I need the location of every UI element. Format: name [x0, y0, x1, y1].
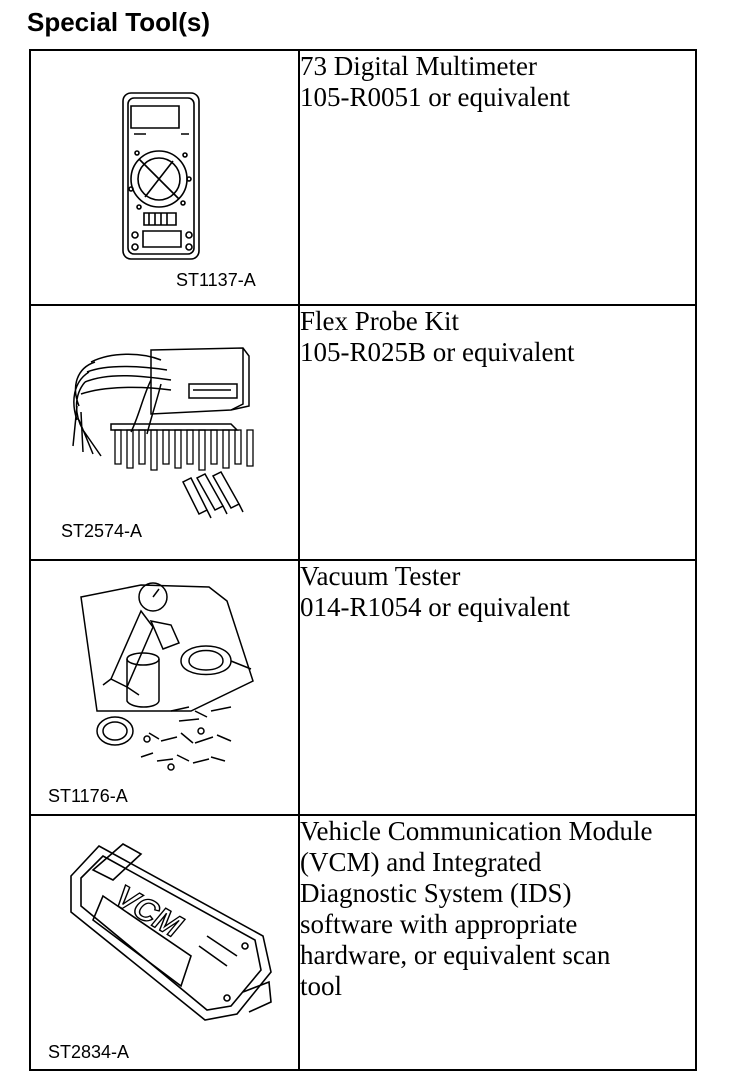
table-row	[30, 815, 696, 1070]
vcm-label: VCM	[106, 879, 192, 943]
vcm-module-icon	[31, 816, 298, 1069]
tool-description-line: 105-R025B or equivalent	[300, 337, 575, 367]
tool-description-line: Vehicle Communication Module	[300, 816, 653, 846]
tool-description-line: hardware, or equivalent scan	[300, 940, 611, 970]
tool-description-line: 105-R0051 or equivalent	[300, 82, 570, 112]
tool-description-line: tool	[300, 971, 343, 1001]
tool-image-cell	[30, 305, 299, 560]
tool-code: ST2574-A	[61, 521, 143, 541]
table-row	[30, 560, 696, 815]
table-row	[30, 50, 696, 305]
digital-multimeter-icon	[31, 51, 298, 304]
tool-image-cell	[30, 50, 299, 305]
tool-description-cell	[299, 560, 696, 815]
tool-description-line: 73 Digital Multimeter	[300, 51, 537, 81]
tool-description-line: 014-R1054 or equivalent	[300, 592, 570, 622]
tool-description-cell	[299, 50, 696, 305]
special-tools-table	[29, 49, 697, 1071]
tool-code: ST2834-A	[48, 1042, 130, 1062]
tool-code: ST1176-A	[48, 786, 128, 806]
tool-image-cell	[30, 815, 299, 1070]
tool-description-line: Diagnostic System (IDS)	[300, 878, 572, 908]
tool-description-line: software with appropriate	[300, 909, 578, 939]
tool-description-line: Vacuum Tester	[300, 561, 461, 591]
tool-description-cell	[299, 815, 696, 1070]
tool-description-line: Flex Probe Kit	[300, 306, 459, 336]
vacuum-tester-icon	[31, 561, 298, 814]
table-row	[30, 305, 696, 560]
page-title: Special Tool(s)	[27, 7, 210, 37]
tool-description-line: (VCM) and Integrated	[300, 847, 542, 877]
tool-image-cell	[30, 560, 299, 815]
tool-description-cell	[299, 305, 696, 560]
tool-code: ST1137-A	[176, 270, 256, 290]
